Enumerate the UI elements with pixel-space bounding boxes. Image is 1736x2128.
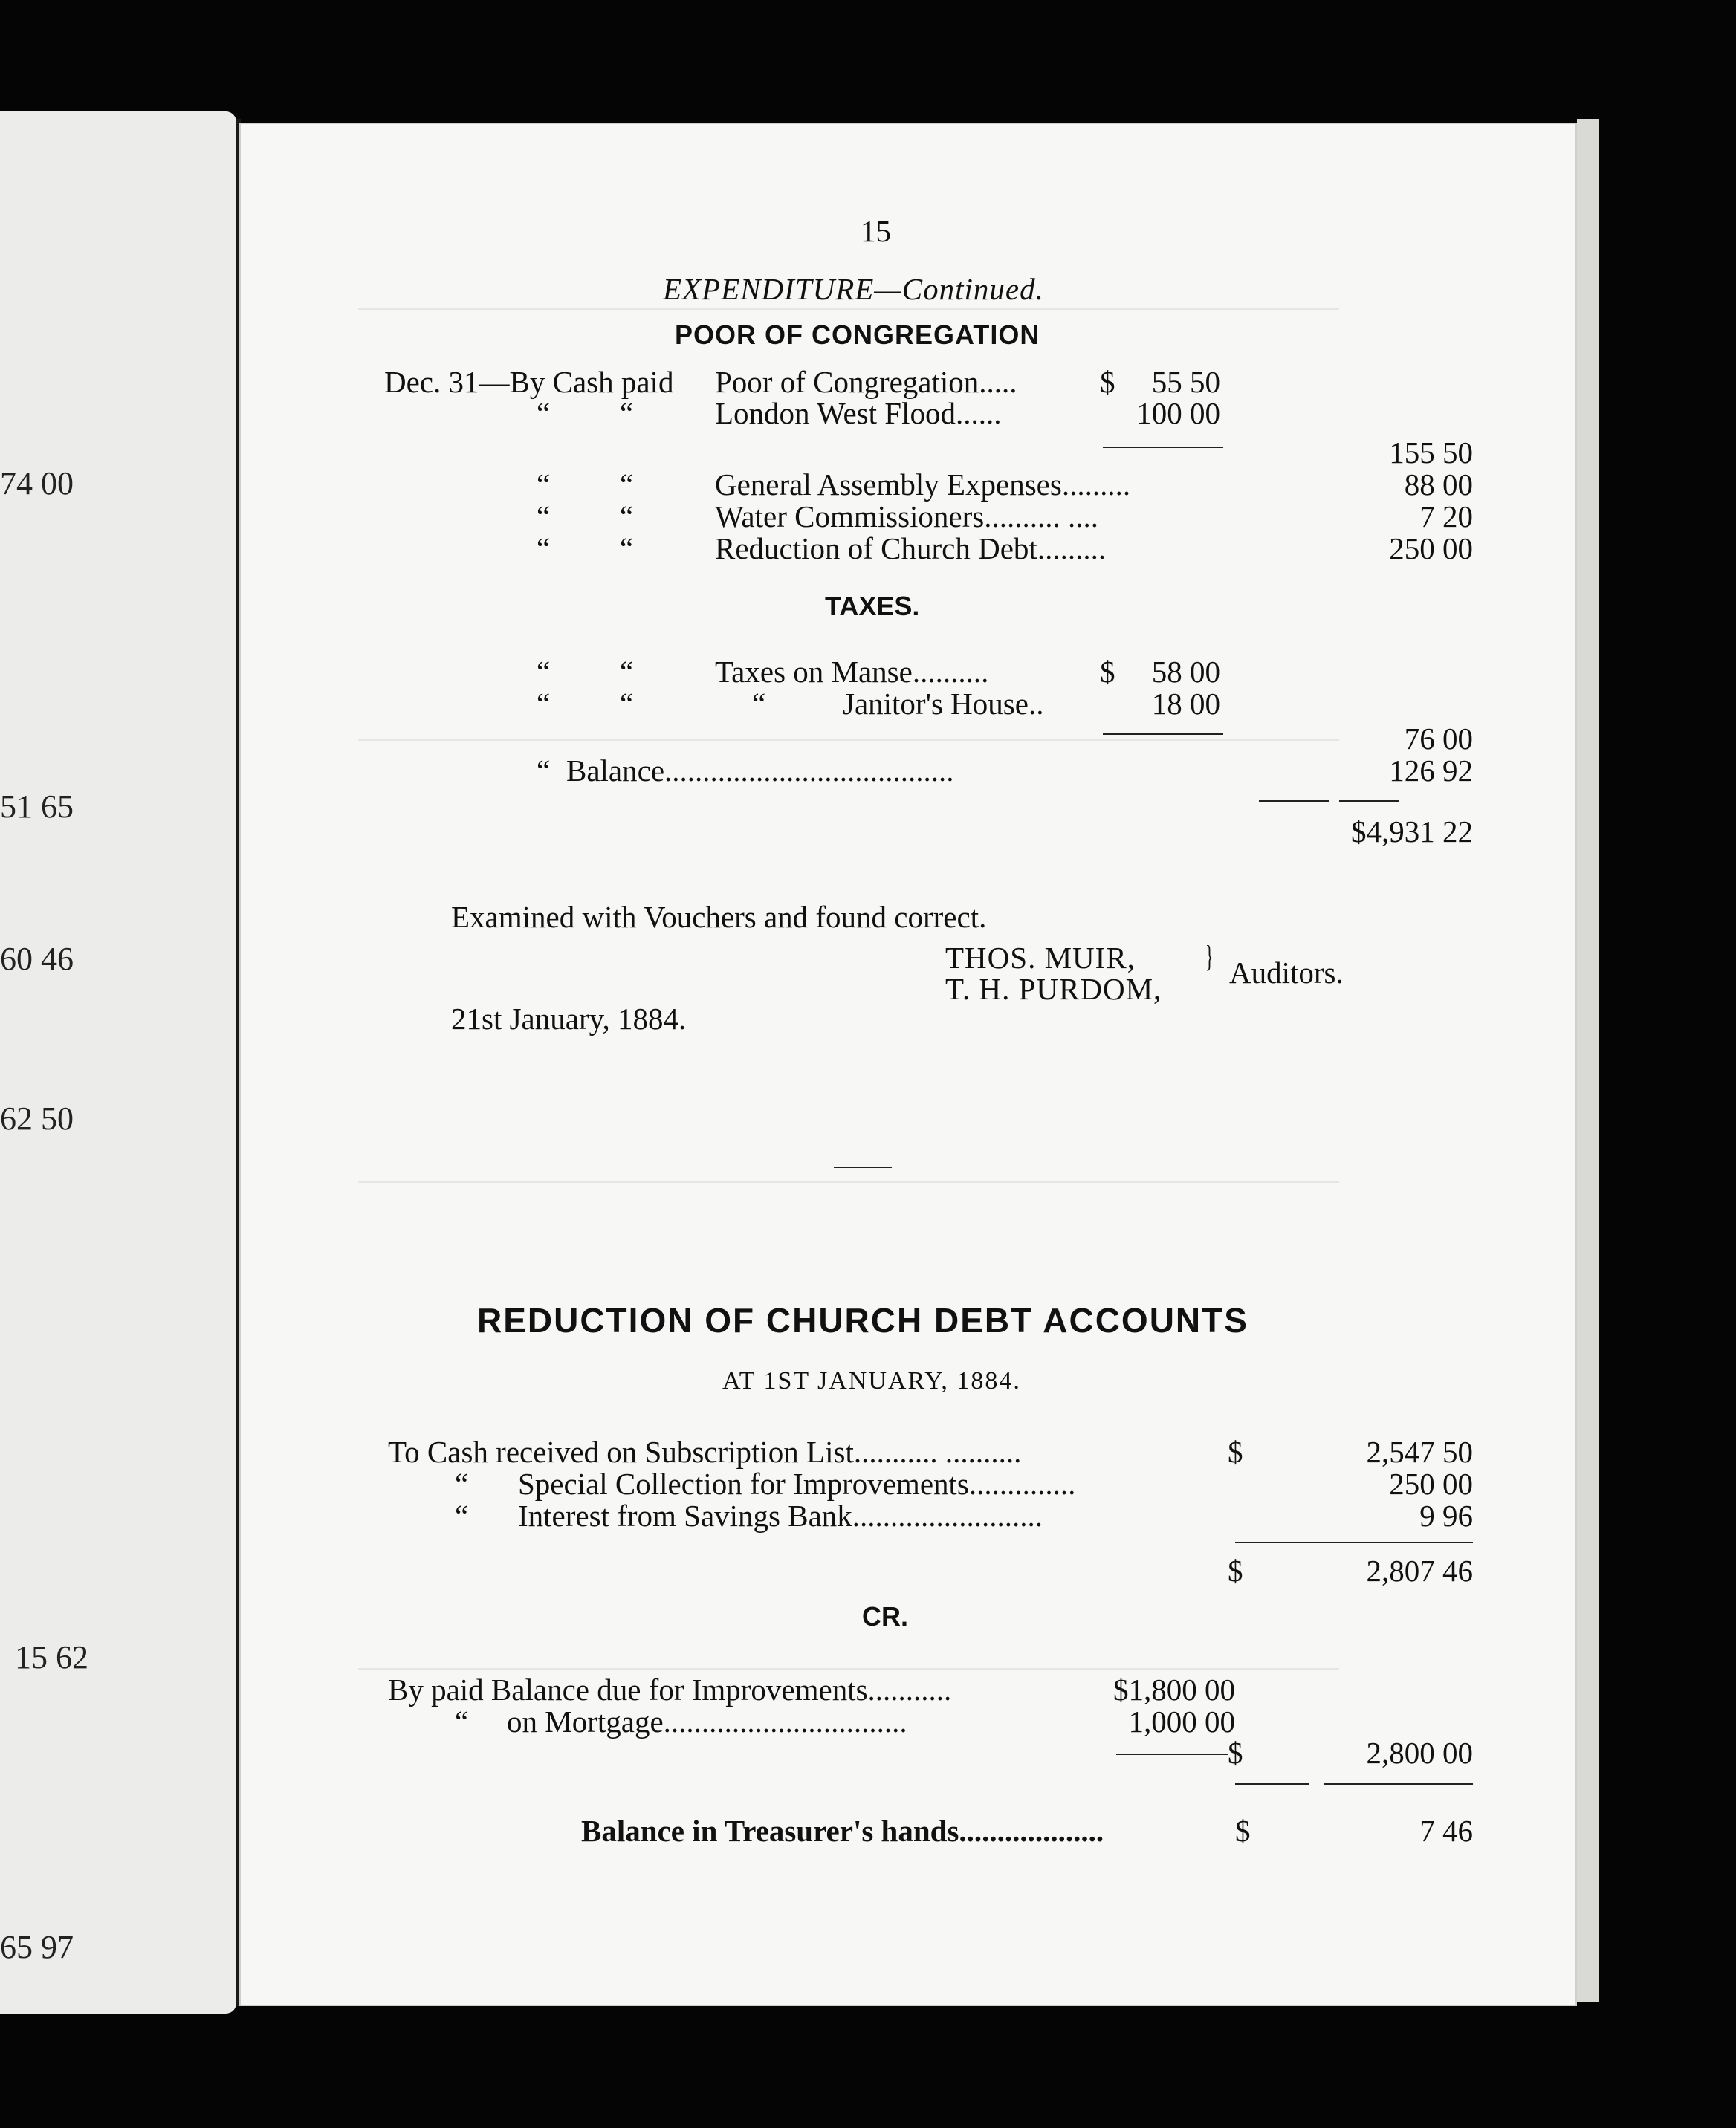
entry-label: Janitor's House..	[843, 687, 1044, 721]
treasurer-balance-label: Balance in Treasurer's hands...................	[581, 1814, 1104, 1848]
show-through	[358, 1181, 1339, 1183]
left-amount: 51 65	[0, 788, 74, 825]
entry-label: To Cash received on Subscription List........... ..........	[388, 1435, 1022, 1469]
amount: 2,547 50	[1366, 1435, 1473, 1469]
entry-label: London West Flood......	[715, 396, 1002, 430]
ditto-mark: “	[537, 753, 551, 788]
left-amount: 15 62	[15, 1639, 88, 1676]
ditto-mark: “	[620, 467, 634, 502]
audit-date: 21st January, 1884.	[451, 1002, 687, 1036]
payments-total: 2,800 00	[1366, 1736, 1473, 1770]
left-amount: 65 97	[0, 1929, 74, 1965]
ditto-mark: “	[620, 687, 634, 721]
left-page-fragment	[0, 111, 236, 2014]
left-amount: 74 00	[0, 465, 74, 502]
debt-section-subtitle: AT 1ST JANUARY, 1884.	[722, 1367, 1021, 1395]
show-through	[358, 308, 1339, 310]
subtotal-rule	[1116, 1754, 1228, 1755]
dollar-sign: $	[1100, 655, 1115, 689]
ditto-mark: “	[537, 396, 551, 430]
entry-label: Taxes on Manse..........	[715, 655, 989, 689]
ditto-mark: “	[537, 467, 551, 502]
grand-total: $4,931 22	[1351, 814, 1473, 849]
taxes-section-title: TAXES.	[825, 591, 920, 621]
subtotal-rule	[1103, 733, 1223, 735]
left-amount: 62 50	[0, 1100, 74, 1137]
total-rule	[1324, 1783, 1473, 1785]
entry-label: Reduction of Church Debt.........	[715, 531, 1107, 565]
subtotal-rule	[1103, 447, 1223, 448]
page-number: 15	[861, 214, 891, 248]
entry-prefix: Dec. 31—By Cash paid	[384, 365, 674, 399]
amount: 7 20	[1419, 499, 1473, 533]
entry-label: General Assembly Expenses.........	[715, 467, 1131, 502]
amount: 88 00	[1404, 467, 1473, 502]
auditors-label: Auditors.	[1229, 956, 1344, 990]
entry-label: Poor of Congregation.....	[715, 365, 1017, 399]
ditto-mark: “	[455, 1704, 469, 1739]
debt-section-title: REDUCTION OF CHURCH DEBT ACCOUNTS	[477, 1301, 1248, 1340]
ditto-mark: “	[455, 1499, 469, 1533]
ditto-mark: “	[537, 687, 551, 721]
subtotal-amount: 76 00	[1404, 721, 1473, 756]
sub-amount: 55 50	[1151, 365, 1220, 399]
section-divider	[834, 1167, 892, 1168]
sub-amount: 18 00	[1151, 687, 1220, 721]
section-header: EXPENDITURE—Continued.	[663, 272, 1044, 306]
ditto-mark: “	[752, 687, 766, 721]
ditto-mark: “	[455, 1467, 469, 1501]
poor-section-title: POOR OF CONGREGATION	[675, 319, 1040, 350]
ditto-mark: “	[620, 499, 634, 533]
document-page	[239, 123, 1577, 2006]
auditor-name: THOS. MUIR,	[945, 941, 1136, 975]
balance-label: Balance......................................	[566, 753, 954, 788]
treasurer-balance-amount: 7 46	[1419, 1814, 1473, 1848]
ditto-mark: “	[620, 655, 634, 689]
sub-amount: $1,800 00	[1113, 1673, 1235, 1707]
ditto-mark: “	[537, 531, 551, 565]
subtotal-amount: 155 50	[1389, 435, 1473, 470]
total-rule	[1235, 1783, 1309, 1785]
audit-statement: Examined with Vouchers and found correct.	[451, 900, 987, 934]
ditto-mark: “	[537, 655, 551, 689]
dollar-sign: $	[1228, 1736, 1243, 1770]
cr-title: CR.	[862, 1601, 908, 1632]
dollar-sign: $	[1228, 1554, 1243, 1588]
auditor-name: T. H. PURDOM,	[945, 972, 1162, 1006]
page-edge	[1577, 119, 1599, 2002]
entry-label: Interest from Savings Bank.........................	[518, 1499, 1043, 1533]
dollar-sign: $	[1100, 365, 1115, 399]
left-amount: 60 46	[0, 941, 74, 977]
ditto-mark: “	[537, 499, 551, 533]
ditto-mark: “	[620, 531, 634, 565]
entry-label: on Mortgage................................	[507, 1704, 907, 1739]
entry-label: Special Collection for Improvements..............	[518, 1467, 1076, 1501]
show-through	[358, 1668, 1339, 1670]
ditto-mark: “	[620, 396, 634, 430]
balance-amount: 126 92	[1389, 753, 1473, 788]
sub-amount: 1,000 00	[1128, 1704, 1235, 1739]
receipts-total: 2,807 46	[1366, 1554, 1473, 1588]
amount: 9 96	[1419, 1499, 1473, 1533]
show-through	[358, 739, 1339, 741]
total-rule	[1235, 1542, 1473, 1543]
sub-amount: 100 00	[1136, 396, 1220, 430]
entry-label: By paid Balance due for Improvements...........	[388, 1673, 952, 1707]
sub-amount: 58 00	[1151, 655, 1220, 689]
amount: 250 00	[1389, 1467, 1473, 1501]
dollar-sign: $	[1228, 1435, 1243, 1469]
entry-label: Water Commissioners.......... ....	[715, 499, 1098, 533]
amount: 250 00	[1389, 531, 1473, 565]
dollar-sign: $	[1235, 1814, 1251, 1848]
brace: }	[1205, 939, 1214, 973]
total-rule	[1339, 800, 1399, 802]
total-rule	[1259, 800, 1329, 802]
